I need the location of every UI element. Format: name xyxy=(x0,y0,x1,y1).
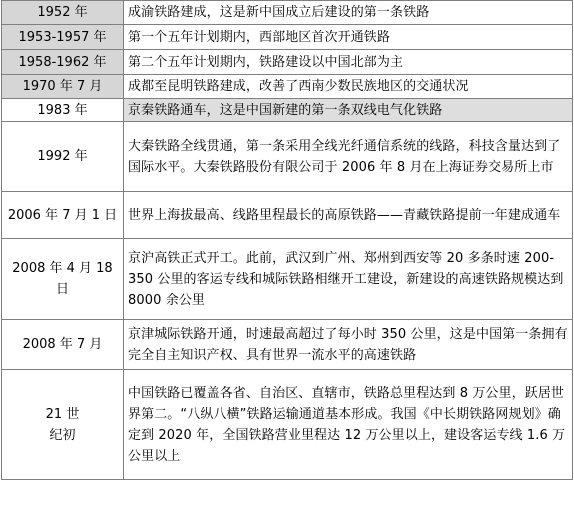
table-row xyxy=(2,122,573,192)
event-cell: 中国铁路已覆盖各省、自治区、直辖市，铁路总里程达到 8 万公里，跃居世界第二。“八纵八横”铁路运输通道基本形成。我国《中长期铁路网规划》确定到 2020 年，全国铁路营业里程达 12 万公里以上，建设客运专线 1.6 万公里以上 xyxy=(124,370,573,480)
event-cell: 京沪高铁正式开工。此前，武汉到广州、郑州到西安等 20 多条时速 200-350 公里的客运专线和城际铁路相继开工建设，新建设的高速铁路规模达到 8000 余公里 xyxy=(124,239,573,320)
event-cell: 成渝铁路建成，这是新中国成立后建设的第一条铁路 xyxy=(124,1,573,25)
railway-history-table xyxy=(1,0,573,480)
event-cell: 世界上海拔最高、线路里程最长的高原铁路——青藏铁路提前一年建成通车 xyxy=(124,192,573,239)
event-cell: 成都至昆明铁路建成，改善了西南少数民族地区的交通状况 xyxy=(124,75,573,99)
event-cell: 京津城际铁路开通，时速最高超过了每小时 350 公里，这是中国第一条拥有完全自主知识产权、具有世界一流水平的高速铁路 xyxy=(124,320,573,370)
table-row xyxy=(2,50,573,75)
table-row xyxy=(2,1,573,25)
date-cell xyxy=(2,370,124,480)
table-row xyxy=(2,192,573,239)
event-cell: 京秦铁路通车，这是中国新建的第一条双线电气化铁路 xyxy=(124,99,573,122)
event-cell: 第二个五年计划期内，铁路建设以中国北部为主 xyxy=(124,50,573,75)
date-cell: 2008 年 7 月 xyxy=(2,320,124,370)
table-row xyxy=(2,25,573,50)
table-row xyxy=(2,239,573,320)
event-cell: 大秦铁路全线贯通，第一条采用全线光纤通信系统的线路，科技含量达到了国际水平。大秦铁路股份有限公司于 2006 年 8 月在上海证券交易所上市 xyxy=(124,122,573,192)
date-cell: 1992 年 xyxy=(2,122,124,192)
date-cell: 2006 年 7 月 1 日 xyxy=(2,192,124,239)
table-row xyxy=(2,75,573,99)
table-row xyxy=(2,320,573,370)
date-line: 纪初 xyxy=(49,427,76,443)
event-cell: 第一个五年计划期内，西部地区首次开通铁路 xyxy=(124,25,573,50)
date-cell: 1970 年 7 月 xyxy=(2,75,124,99)
date-cell: 1958-1962 年 xyxy=(2,50,124,75)
table-row xyxy=(2,99,573,122)
table-row xyxy=(2,370,573,480)
date-cell: 1953-1957 年 xyxy=(2,25,124,50)
date-cell: 2008 年 4 月 18 日 xyxy=(2,239,124,320)
date-cell: 1952 年 xyxy=(2,1,124,25)
date-line: 21 世 xyxy=(45,406,80,422)
date-cell: 1983 年 xyxy=(2,99,124,122)
